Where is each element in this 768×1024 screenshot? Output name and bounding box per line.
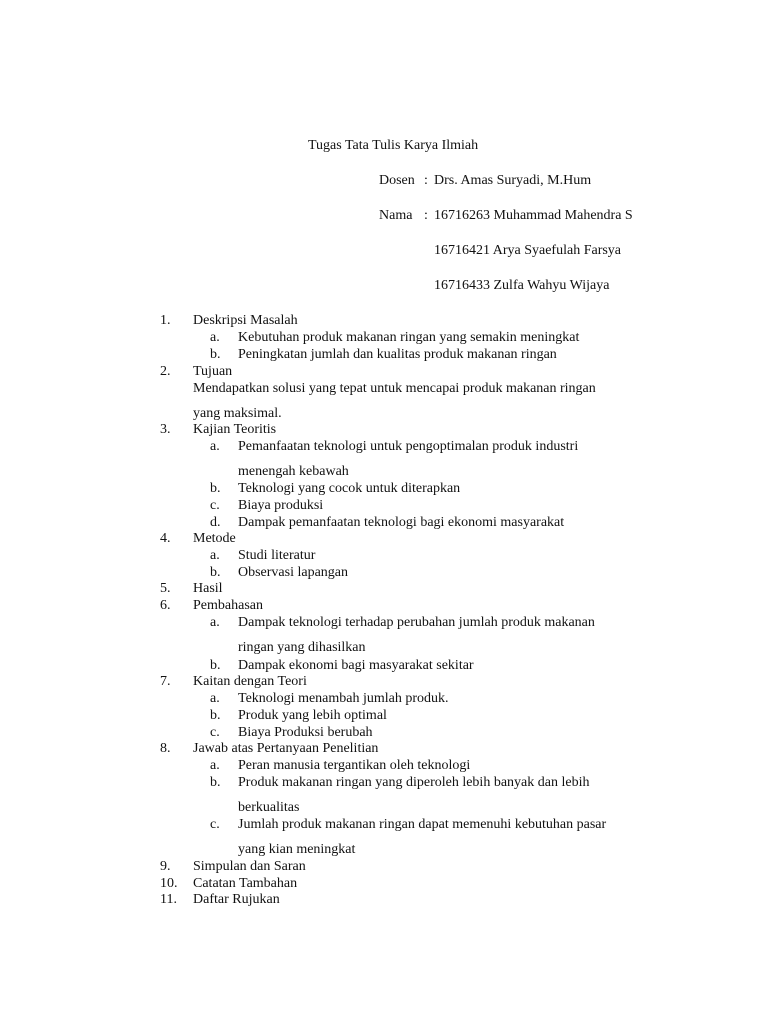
outline-heading: Kajian Teoritis	[193, 422, 277, 437]
sub-item: Biaya produksi	[238, 498, 324, 513]
sub-letter: b.	[210, 775, 221, 790]
outline-heading: Metode	[193, 531, 236, 546]
outline-number: 8.	[160, 741, 171, 756]
sub-letter: b.	[210, 565, 221, 580]
sub-item: Kebutuhan produk makanan ringan yang semakin meningkat	[238, 330, 580, 345]
sub-letter: b.	[210, 658, 221, 673]
member-name: 16716263 Muhammad Mahendra S	[434, 208, 633, 223]
sub-item-continuation: yang kian meningkat	[238, 842, 356, 857]
sub-item: Dampak teknologi terhadap perubahan jumlah produk makanan	[238, 615, 595, 630]
sub-letter: b.	[210, 481, 221, 496]
nama-label: Nama	[379, 208, 413, 223]
nama-separator: :	[424, 208, 428, 223]
sub-letter: a.	[210, 758, 220, 773]
sub-item: Produk makanan ringan yang diperoleh lebih banyak dan lebih	[238, 775, 590, 790]
sub-item: Peningkatan jumlah dan kualitas produk makanan ringan	[238, 347, 557, 362]
dosen-value: Drs. Amas Suryadi, M.Hum	[434, 173, 592, 188]
outline-heading: Deskripsi Masalah	[193, 313, 298, 328]
sub-item: Produk yang lebih optimal	[238, 708, 387, 723]
outline-number: 4.	[160, 531, 171, 546]
outline-number: 10.	[160, 876, 178, 891]
document-title: Tugas Tata Tulis Karya Ilmiah	[308, 138, 479, 153]
outline-heading: Simpulan dan Saran	[193, 859, 306, 874]
sub-letter: c.	[210, 725, 220, 740]
sub-letter: b.	[210, 347, 221, 362]
sub-item: Teknologi yang cocok untuk diterapkan	[238, 481, 461, 496]
outline-number: 11.	[160, 892, 177, 907]
paragraph-line: Mendapatkan solusi yang tepat untuk mencapai produk makanan ringan	[193, 381, 596, 396]
outline-heading: Pembahasan	[193, 598, 263, 613]
outline-number: 5.	[160, 581, 171, 596]
sub-item: Peran manusia tergantikan oleh teknologi	[238, 758, 471, 773]
sub-letter: c.	[210, 817, 220, 832]
sub-item: Dampak ekonomi bagi masyarakat sekitar	[238, 658, 474, 673]
sub-letter: a.	[210, 548, 220, 563]
sub-item-continuation: berkualitas	[238, 800, 300, 815]
sub-letter: a.	[210, 691, 220, 706]
sub-item: Jumlah produk makanan ringan dapat memenuhi kebutuhan pasar	[238, 817, 607, 832]
sub-letter: a.	[210, 439, 220, 454]
sub-item: Biaya Produksi berubah	[238, 725, 373, 740]
member-name: 16716421 Arya Syaefulah Farsya	[434, 243, 622, 258]
sub-item: Pemanfaatan teknologi untuk pengoptimalan produk industri	[238, 439, 579, 454]
paragraph-line: yang maksimal.	[193, 406, 282, 421]
outline-number: 2.	[160, 364, 171, 379]
dosen-label: Dosen	[379, 173, 415, 188]
outline-number: 9.	[160, 859, 171, 874]
outline-number: 6.	[160, 598, 171, 613]
outline-heading: Catatan Tambahan	[193, 876, 298, 891]
sub-letter: d.	[210, 515, 221, 530]
dosen-separator: :	[424, 173, 428, 188]
sub-item: Observasi lapangan	[238, 565, 349, 580]
outline-number: 1.	[160, 313, 171, 328]
outline-heading: Tujuan	[193, 364, 233, 379]
outline-number: 7.	[160, 674, 171, 689]
outline-heading: Jawab atas Pertanyaan Penelitian	[193, 741, 379, 756]
sub-letter: c.	[210, 498, 220, 513]
sub-item: Dampak pemanfaatan teknologi bagi ekonomi masyarakat	[238, 515, 565, 530]
outline-number: 3.	[160, 422, 171, 437]
sub-letter: a.	[210, 330, 220, 345]
member-name: 16716433 Zulfa Wahyu Wijaya	[434, 278, 610, 293]
sub-item: Teknologi menambah jumlah produk.	[238, 691, 449, 706]
sub-item: Studi literatur	[238, 548, 316, 563]
sub-letter: b.	[210, 708, 221, 723]
sub-item-continuation: menengah kebawah	[238, 464, 349, 479]
sub-item-continuation: ringan yang dihasilkan	[238, 640, 366, 655]
outline-heading: Kaitan dengan Teori	[193, 674, 307, 689]
outline-heading: Hasil	[193, 581, 223, 596]
outline-heading: Daftar Rujukan	[193, 892, 280, 907]
sub-letter: a.	[210, 615, 220, 630]
